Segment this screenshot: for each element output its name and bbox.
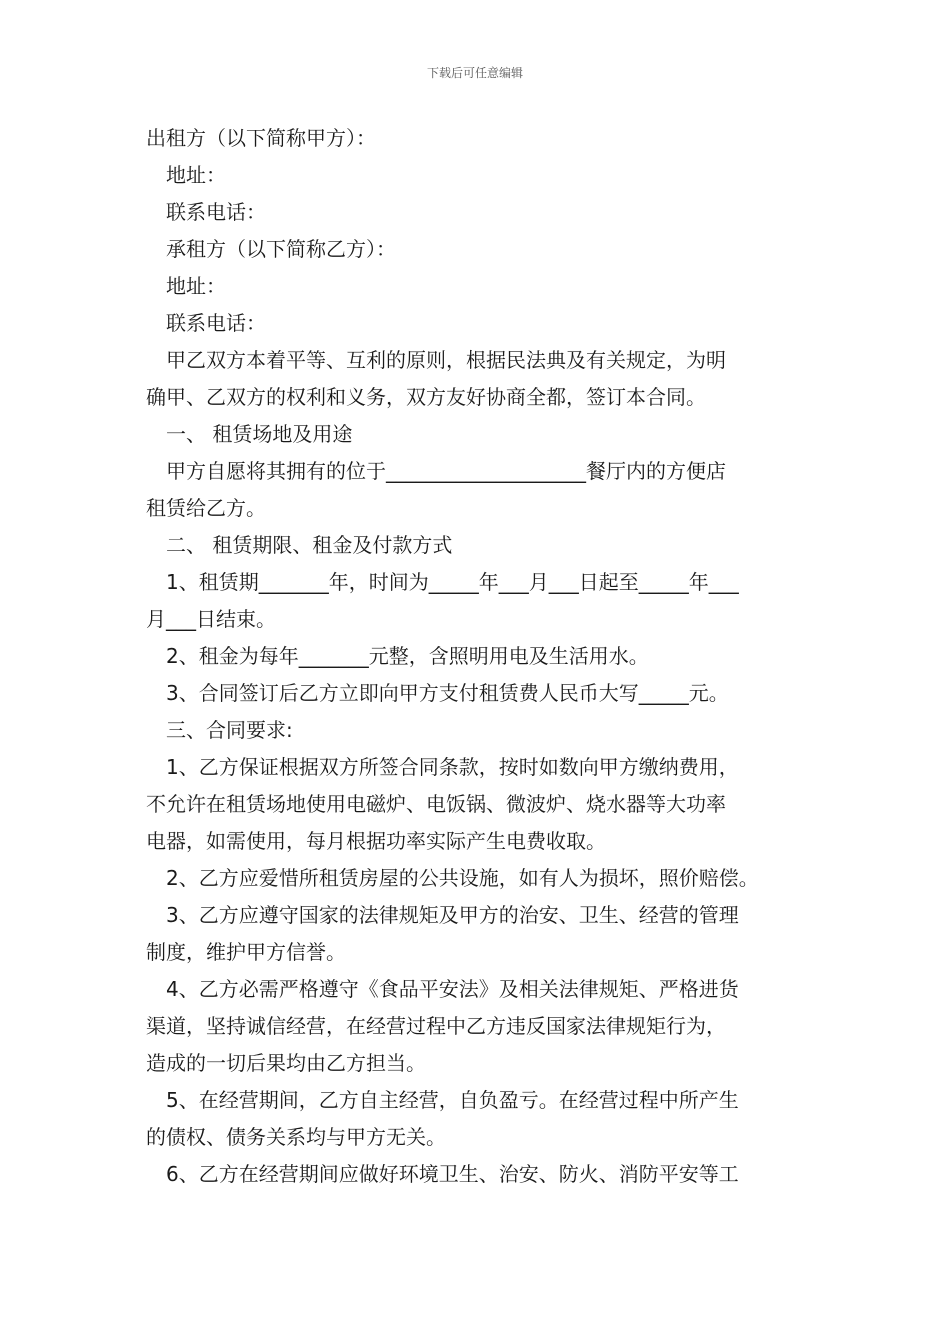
contract-line: 的债权、债务关系均与甲方无关。 [146, 1125, 446, 1149]
contract-line: 6、乙方在经营期间应做好环境卫生、治安、防火、消防平安等工 [166, 1162, 739, 1186]
contract-line: 1、租赁期_______年，时间为_____年___月___日起至_____年___ [166, 570, 739, 594]
contract-line: 1、乙方保证根据双方所签合同条款，按时如数向甲方缴纳费用， [166, 755, 739, 779]
contract-line: 租赁给乙方。 [146, 496, 266, 520]
contract-line: 地址： [166, 274, 226, 298]
contract-line: 出租方（以下简称甲方）： [146, 126, 376, 150]
contract-line: 二、 租赁期限、租金及付款方式 [166, 533, 453, 557]
contract-line: 联系电话： [166, 200, 266, 224]
contract-line: 2、租金为每年_______元整，含照明用电及生活用水。 [166, 644, 649, 668]
contract-line: 甲方自愿将其拥有的位于____________________餐厅内的方便店 [166, 459, 726, 483]
contract-line: 5、在经营期间，乙方自主经营，自负盈亏。在经营过程中所产生 [166, 1088, 739, 1112]
contract-line: 渠道，坚持诚信经营，在经营过程中乙方违反国家法律规矩行为， [146, 1014, 726, 1038]
contract-line: 承租方（以下简称乙方）： [166, 237, 396, 261]
contract-body [146, 120, 816, 1193]
contract-line: 甲乙双方本着平等、互利的原则，根据民法典及有关规定，为明 [166, 348, 726, 372]
contract-line: 地址： [166, 163, 226, 187]
contract-line: 造成的一切后果均由乙方担当。 [146, 1051, 426, 1075]
contract-line: 不允许在租赁场地使用电磁炉、电饭锅、微波炉、烧水器等大功率 [146, 792, 726, 816]
contract-line: 联系电话： [166, 311, 266, 335]
contract-line: 三、合同要求: [166, 718, 293, 742]
page-header: 下载后可任意编辑 [426, 66, 523, 80]
contract-line: 确甲、乙双方的权利和义务，双方友好协商全都，签订本合同。 [146, 385, 706, 409]
contract-line: 4、乙方必需严格遵守《食品平安法》及相关法律规矩、严格进货 [166, 977, 739, 1001]
contract-line: 制度，维护甲方信誉。 [146, 940, 346, 964]
contract-line: 3、合同签订后乙方立即向甲方支付租赁费人民币大写_____元。 [166, 681, 729, 705]
contract-line: 3、乙方应遵守国家的法律规矩及甲方的治安、卫生、经营的管理 [166, 903, 739, 927]
contract-line: 2、乙方应爱惜所租赁房屋的公共设施，如有人为损坏，照价赔偿。 [166, 866, 759, 890]
contract-line: 一、 租赁场地及用途 [166, 422, 353, 446]
contract-line: 电器，如需使用，每月根据功率实际产生电费收取。 [146, 829, 606, 853]
contract-line: 月___日结束。 [146, 607, 276, 631]
